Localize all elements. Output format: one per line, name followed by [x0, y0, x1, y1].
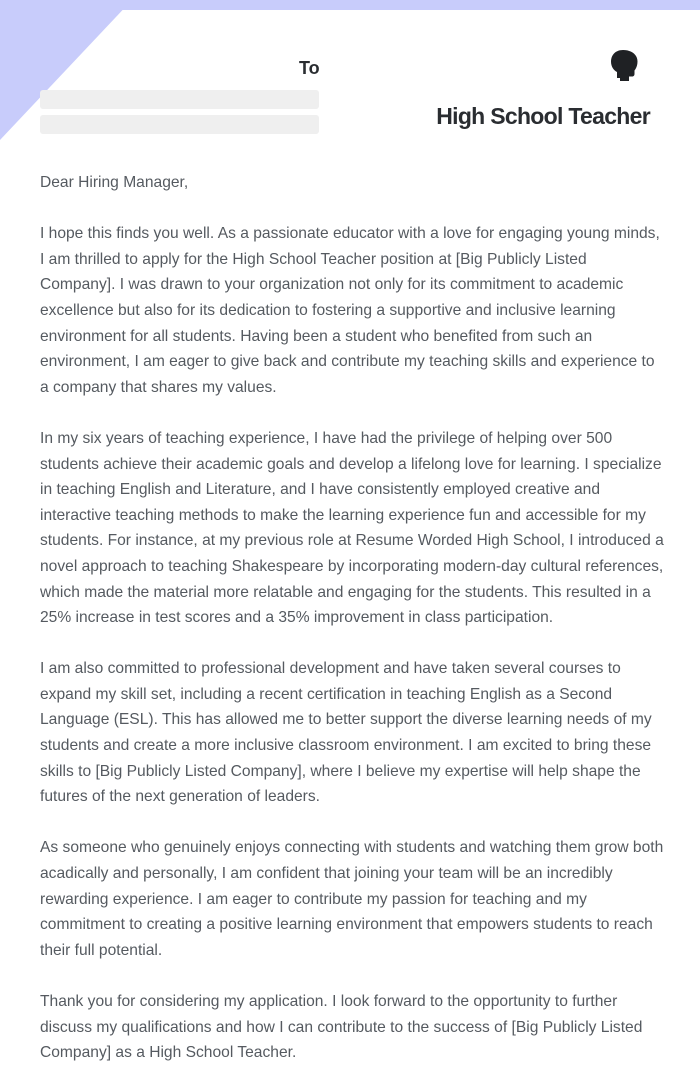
recipient-placeholder-line-1: [40, 90, 319, 109]
letter-paragraph: As someone who genuinely enjoys connecting with students and watching them grow both acadically and personally, I am confident that joining your team will be an incredibly rewarding experience. I am eager to contribute my passion for teaching and my commitment to creating a positive learning environment that empowers students to reach their full potential.: [40, 839, 664, 959]
letter-paragraph: I hope this finds you well. As a passionate educator with a love for engaging young minds, I am thrilled to apply for the High School Teacher position at [Big Publicly Listed Company]. I was drawn to your organization not only for its commitment to academic excellence but also for its dedication to fostering a supportive and inclusive learning environment for all students. Having been a student who benefited from such an environment, I am eager to give back and contribute my teaching skills and experience to a company that shares my values.: [40, 225, 660, 396]
head-silhouette-icon: [608, 48, 640, 84]
letter-paragraph: I am also committed to professional development and have taken several courses to expand my skill set, including a recent certification in teaching English as a Second Language (ESL). This has allowed me to better support the diverse learning needs of my students and create a more inclusive classroom environment. I am excited to bring these skills to [Big Publicly Listed Company], where I believe my expertise will help shape the futures of the next generation of leaders.: [40, 660, 652, 806]
letter-paragraph: In my six years of teaching experience, I have had the privilege of helping over 500 students achieve their academic goals and develop a lifelong love for learning. I specialize in teaching English and Literature, and I have consistently employed creative and interactive teaching methods to make the learning experience fun and accessible for my students. For instance, at my previous role at Resume Worded High School, I introduced a novel approach to teaching Shakespeare by incorporating modern-day cultural references, which made the material more relatable and engaging for the students. This resulted in a 25% increase in test scores and a 35% improvement in class participation.: [40, 429, 664, 627]
letter-paragraph: Thank you for considering my application. I look forward to the opportunity to further discuss my qualifications and how I can contribute to the success of [Big Publicly Listed Company] as a High School Teacher.: [40, 993, 643, 1062]
job-title: High School Teacher: [436, 103, 650, 129]
letter-greeting: Dear Hiring Manager,: [40, 174, 189, 191]
letter-body: [40, 170, 665, 1091]
recipient-label: To: [299, 58, 320, 78]
recipient-placeholder-line-2: [40, 115, 319, 134]
